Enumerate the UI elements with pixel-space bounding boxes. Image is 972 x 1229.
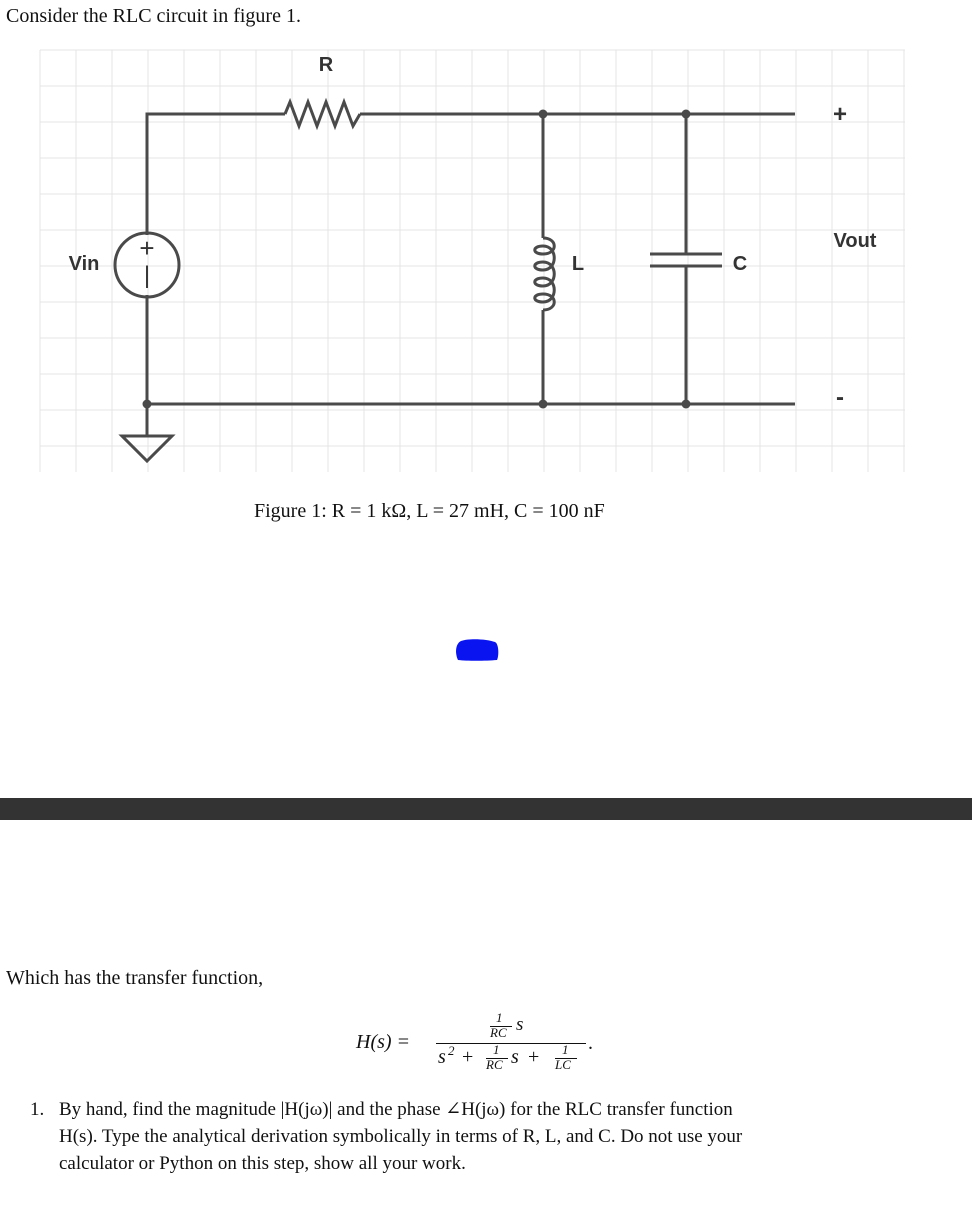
question-line-3: calculator or Python on this step, show all your work. [59,1153,466,1174]
blue-annotation-mark [455,638,499,662]
equation-period: . [588,1032,593,1054]
label-c: C [732,253,748,275]
num-var: s [516,1014,524,1035]
node-inductor-top [539,110,548,119]
den-var: s [511,1046,519,1068]
den-frac2-bottom: LC [555,1057,571,1072]
den-frac1-bottom: RC [486,1057,503,1072]
question-line-2: H(s). Type the analytical derivation symbolically in terms of R, L, and C. Do not use your [59,1126,743,1147]
label-vout-plus: + [832,101,848,128]
label-r: R [318,54,334,76]
label-vin: Vin [68,253,100,275]
num-frac-top: 1 [496,1010,503,1025]
transfer-function-intro: Which has the transfer function, [6,967,264,989]
den-exponent: 2 [448,1043,455,1058]
den-plus-2: + [528,1046,540,1068]
den-s2: s [438,1046,446,1068]
node-inductor-bottom [539,400,548,409]
equation-lhs: H(s) = [356,1031,411,1053]
node-capacitor-bottom [682,400,691,409]
question-number: 1. [30,1099,45,1120]
figure-caption: Figure 1: R = 1 kΩ, L = 27 mH, C = 100 nF [254,500,605,522]
den-frac2-top: 1 [562,1042,569,1057]
source-minus-sign: | [143,262,151,289]
ground-symbol [122,436,172,461]
num-frac-bottom: RC [490,1025,507,1040]
node-ground [143,400,152,409]
den-plus-1: + [462,1046,474,1068]
source-plus-sign: + [139,233,155,263]
transfer-function-equation [356,1010,616,1080]
circuit-wires [115,102,795,461]
rlc-circuit-diagram [0,40,972,480]
label-l: L [571,253,585,275]
label-vout: Vout [833,230,877,252]
section-divider [0,798,972,820]
label-vout-minus: - [836,384,844,411]
question-line-1: By hand, find the magnitude |H(jω)| and the phase ∠H(jω) for the RLC transfer function [59,1099,733,1120]
wire-left-top [147,114,285,235]
den-frac1-top: 1 [493,1042,500,1057]
intro-text: Consider the RLC circuit in figure 1. [6,5,301,27]
question-1 [30,1096,945,1177]
circuit-nodes [143,110,691,409]
node-capacitor-top [682,110,691,119]
